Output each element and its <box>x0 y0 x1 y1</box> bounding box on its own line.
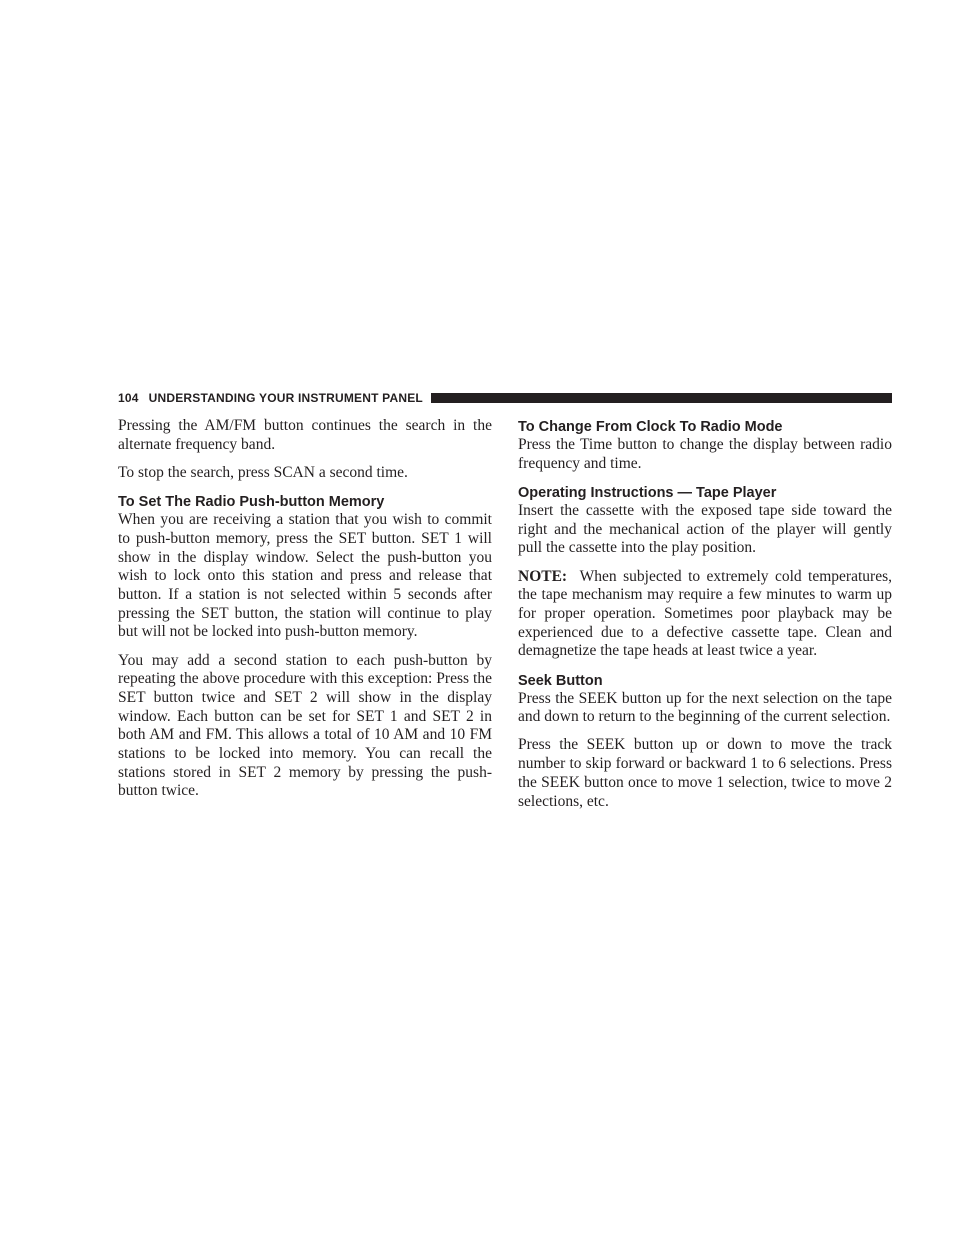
paragraph-stop-search: To stop the search, press SCAN a second time. <box>118 463 408 481</box>
right-column <box>518 417 892 821</box>
paragraph-am-fm: Pressing the AM/FM button continues the search in the alternate frequency band. <box>118 417 492 453</box>
note-label: NOTE: <box>518 567 568 585</box>
heading-push-button-memory: To Set The Radio Push-button Memory <box>118 494 385 511</box>
paragraph-seek-track: Press the SEEK button up or down to move the track number to skip forward or backward 1 to 6 selections. Press the SEEK button once to move 1 selection, twice to move 2 selections, etc. <box>518 736 892 810</box>
heading-tape-player: Operating Instructions — Tape Player <box>518 484 777 501</box>
note-paragraph <box>518 568 892 662</box>
paragraph-set-memory: When you are receiving a station that you wish to commit to push-button memory, press the SET button. SET 1 will show in the display window. Select the push-button you wish to lock onto this station and press and release that button. If a station is not selected within 5 seconds after pressing the SET button, the station will continue to play but will not be locked into push-button memory. <box>118 511 492 641</box>
header-rule-bar <box>431 393 892 403</box>
page-number: 104 <box>118 391 139 405</box>
paragraph-insert-cassette: Insert the cassette with the exposed tape side toward the right and the mechanical action of the player will gently pull the cassette into the play position. <box>518 501 892 557</box>
section-title: UNDERSTANDING YOUR INSTRUMENT PANEL <box>148 391 423 405</box>
heading-seek-button: Seek Button <box>518 672 603 689</box>
heading-clock-to-radio: To Change From Clock To Radio Mode <box>518 419 783 435</box>
left-column <box>118 417 492 811</box>
paragraph-seek-next: Press the SEEK button up for the next selection on the tape and down to return to the beginning of the current selection. <box>518 689 892 726</box>
paragraph-time-button: Press the Time button to change the display between radio frequency and time. <box>518 436 892 472</box>
paragraph-second-station: You may add a second station to each push-button by repeating the above procedure with this exception: Press the SET button twice and SET 2 will show in the display window. Each button can be set for SET 1 and SET 2 in both AM and FM. This allows a total of 10 AM and 10 FM stations to be locked into memory. You can recall the stations stored in SET 2 memory by pressing the push-button twice. <box>118 651 492 800</box>
note-text: When subjected to extremely cold temperatures, the tape mechanism may require a few minutes to warm up for proper operation. Sometimes poor playback may be experienced due to a defective cassette tape. Clean and demagnetize the tape heads at least twice a year. <box>518 567 892 660</box>
page-header <box>118 389 892 407</box>
